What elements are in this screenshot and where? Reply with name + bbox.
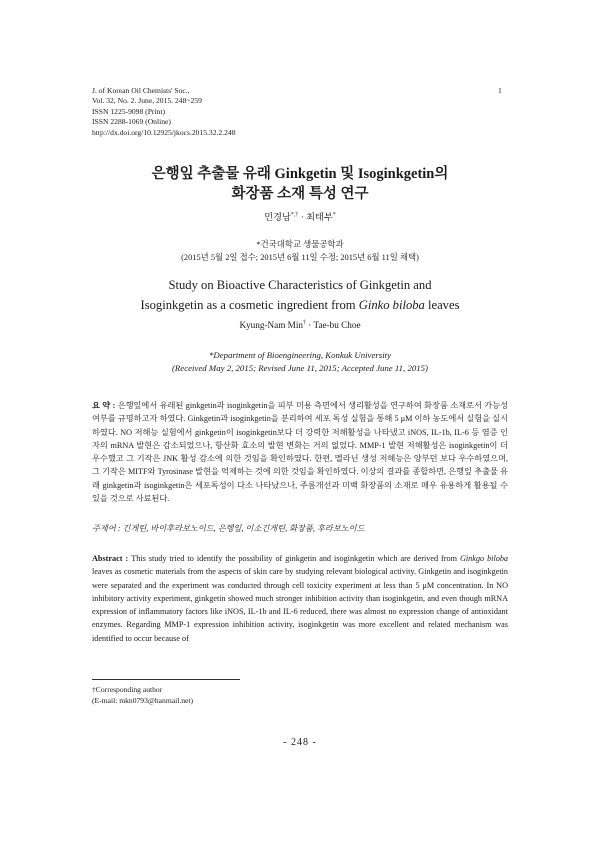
korean-authors xyxy=(92,209,508,223)
english-title xyxy=(92,275,508,315)
footnote xyxy=(92,684,193,706)
keywords: 주제어 : 긴게틴, 바이후라보노이드, 은행잎, 이소긴게틴, 화장품, 후라보노이드 xyxy=(92,524,365,533)
korean-title xyxy=(92,164,508,204)
korean-title-line2: 화장품 소재 특성 연구 xyxy=(231,186,369,202)
english-author-2: · Tae-bu Choe xyxy=(305,320,361,331)
top-page-number: 1 xyxy=(498,86,502,95)
english-author-1: Kyung-Nam Min xyxy=(239,320,303,331)
korean-author-2: · 최태부 xyxy=(298,212,333,222)
korean-author-mark-2: * xyxy=(332,211,336,218)
korean-abstract-label: 요 약 : xyxy=(92,401,118,410)
english-affiliation: *Department of Bioengineering, Konkuk University xyxy=(208,350,391,360)
english-affiliation-block xyxy=(92,349,508,375)
korean-abstract-text: 은행잎에서 유래된 ginkgetin과 isoginkgetin을 피부 미용 측면에서 생리활성을 연구하여 화장품 소재로서 가능성 여부를 규명하고자 하였다. Ginkgetin과 isoginkgetin을 분리하여 세포 독성 실험을 통해 5 μM 이하 농도에서 실험을 실시하였다. NO 저해능 실험에서 ginkgetin이 isoginkgetin보다 더 강력한 저해활성을 나타냈고 iNOS, IL-1b, IL-6 등 염증 인자의 mRNA 발현은 감소되었으나, 항산화 효소의 발현 변화는 거의 없었다. MMP-1 발현 저해활성은 isoginkgetin이 더 우수했고 그 기작은 JNK 활성 감소에 의한 것임을 확인하였다. 한편, 멜라닌 생성 저해능은 양부던 보다 우수하였으며, 그 기작은 MITF와 Tyrosinase 발현을 억제하는 것에 의한 것임을 확인하였다. 이상의 결과를 종합하면, 은행잎 추출물 유래 ginkgetin과 isoginkgetin은 세포독성이 다소 나타났으나, 주름개선과 미백 화장품의 소재로 매우 유용하게 활용될 수 있을 것으로 사료된다. xyxy=(92,401,508,504)
english-title-line2 xyxy=(92,295,508,315)
english-title-species: Ginko biloba xyxy=(358,298,425,312)
journal-issn-print: ISSN 1225-9098 (Print) xyxy=(92,106,165,116)
korean-abstract xyxy=(92,399,508,505)
korean-author-mark: *,† xyxy=(290,211,299,218)
footnote-email: (E-mail: mkn0793@hanmail.net) xyxy=(92,696,194,705)
journal-doi-link[interactable]: http://dx.doi.org/10.12925/jkocs.2015.32.2.248 xyxy=(92,127,236,137)
english-authors xyxy=(92,320,508,330)
english-abstract-text-b: leaves as cosmetic materials from the aspects of skin care by studying relevant biological activity. Ginkgetin and isoginkgetin were separated and the experiment was conducted through cell toxicity experiment at less than 5 μM concentration. In NO inhibitory activity experiment, ginkgetin showed much stronger inhibition activity than isoginkgetin, and even though mRNA expression of inflammatory factors like iNOS, IL-1b and IL-6 reduced, there was almost no expression change of antioxidant enzymes. Regarding MMP-1 expression inhibition activity, isoginkgetin was more excellent and related mechanism was identified to occur because of xyxy=(92,567,508,643)
english-abstract-label: Abstract : xyxy=(92,554,132,563)
korean-affiliation: *건국대학교 생물공학과 xyxy=(256,240,344,249)
english-author-mark: † xyxy=(302,320,306,326)
english-title-line2-b: leaves xyxy=(424,298,460,312)
page-footer-number: - 248 - xyxy=(283,737,317,748)
korean-title-line1: 은행잎 추출물 유래 Ginkgetin 및 Isoginkgetin의 xyxy=(151,166,449,182)
journal-info xyxy=(92,86,236,138)
english-title-line1: Study on Bioactive Characteristics of Ginkgetin and xyxy=(168,278,432,292)
english-abstract-text-a: This study tried to identify the possibility of ginkgetin and isoginkgetin which are derived from xyxy=(131,554,460,563)
footnote-corresponding: †Corresponding author xyxy=(92,685,163,694)
english-title-line2-a: Isoginkgetin as a cosmetic ingredient from xyxy=(140,298,359,312)
footnote-divider xyxy=(92,679,240,680)
korean-author-1: 민경남 xyxy=(264,212,291,222)
english-abstract-species: Ginkgo biloba xyxy=(459,554,509,563)
korean-dates: (2015년 5월 2일 접수; 2015년 6월 11일 수정; 2015년 6월 11일 채택) xyxy=(181,253,419,262)
english-abstract xyxy=(92,552,508,645)
journal-name: J. of Korean Oil Chemists' Soc., xyxy=(92,86,190,95)
english-dates: (Received May 2, 2015; Revised June 11, 2015; Accepted June 11, 2015) xyxy=(172,363,428,373)
journal-issn-online: ISSN 2288-1069 (Online) xyxy=(92,117,171,127)
journal-volume: Vol. 32, No. 2. June, 2015. 248~259 xyxy=(92,96,202,106)
